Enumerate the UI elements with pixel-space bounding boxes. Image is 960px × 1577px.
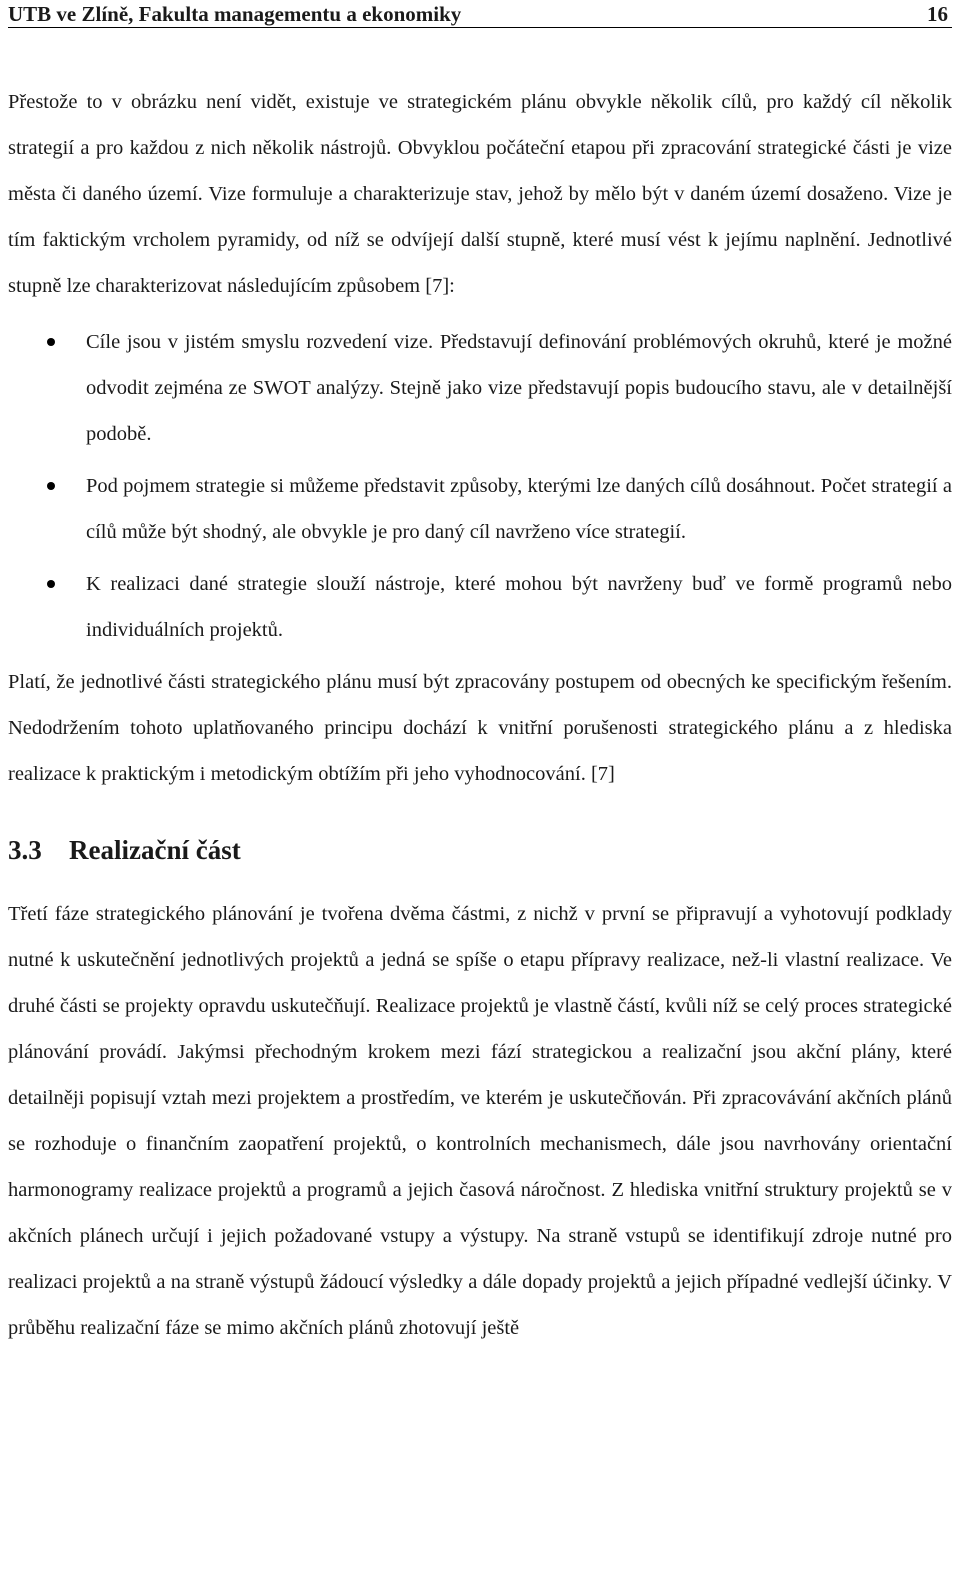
list-item xyxy=(8,319,952,457)
bullet-icon xyxy=(47,580,55,588)
list-item-text: K realizaci dané strategie slouží nástroje, které mohou být navrženy buď ve formě programů nebo individuálních projektů. xyxy=(86,573,952,641)
bullet-icon xyxy=(47,482,55,490)
paragraph-principle: Platí, že jednotlivé části strategického plánu musí být zpracovány postupem od obecných ke specifickým řešením. Nedodržením tohoto uplatňovaného principu dochází k vnitřní porušenosti strategického plánu a z hlediska realizace k praktickým i metodickým obtížím při jeho vyhodnocování. [7] xyxy=(8,671,952,785)
running-header xyxy=(8,0,952,28)
paragraph-intro: Přestože to v obrázku není vidět, existuje ve strategickém plánu obvykle několik cílů, pro každý cíl několik strategií a pro každou z nich několik nástrojů. Obvyklou počáteční etapou při zpracování strategické části je vize města či daného území. Vize formuluje a charakterizuje stav, jehož by mělo být v daném území dosaženo. Vize je tím faktickým vrcholem pyramidy, od níž se odvíjejí další stupně, které musí vést k jejímu naplnění. Jednotlivé stupně lze charakterizovat následujícím způsobem [7]: xyxy=(8,91,952,297)
bullet-list xyxy=(8,319,952,653)
bullet-icon xyxy=(47,338,55,346)
list-item-text: Pod pojmem strategie si můžeme představit způsoby, kterými lze daných cílů dosáhnout. Počet strategií a cílů může být shodný, ale obvykle je pro daný cíl navrženo více strategií. xyxy=(86,475,952,543)
section-heading xyxy=(8,833,952,867)
document-page xyxy=(8,0,952,1351)
list-item xyxy=(8,561,952,653)
section-title: Realizační část xyxy=(69,835,241,865)
page-number: 16 xyxy=(927,2,948,26)
section-number: 3.3 xyxy=(8,835,42,865)
paragraph-realization: Třetí fáze strategického plánování je tvořena dvěma částmi, z nichž v první se připravují a vyhotovují podklady nutné k uskutečnění jednotlivých projektů a jedná se spíše o etapu přípravy realizace, než-li vlastní realizace. Ve druhé části se projekty opravdu uskutečňují. Realizace projektů je vlastně částí, kvůli níž se celý proces strategické plánování provádí. Jakýmsi přechodným krokem mezi fází strategickou a realizační jsou akční plány, které detailněji popisují vztah mezi projektem a prostředím, ve kterém je uskutečňován. Při zpracovávání akčních plánů se rozhoduje o finančním zaopatření projektů, o kontrolních mechanismech, dále jsou navrhovány orientační harmonogramy realizace projektů a programů a jejich časová náročnost. Z hlediska vnitřní struktury projektů se v akčních plánech určují i jejich požadované vstupy a výstupy. Na straně vstupů se identifikují zdroje nutné pro realizaci projektů a na straně výstupů žádoucí výsledky a dále dopady projektů a jejich případné vedlejší účinky. V průběhu realizační fáze se mimo akčních plánů zhotovují ještě xyxy=(8,903,952,1339)
list-item xyxy=(8,463,952,555)
header-title: UTB ve Zlíně, Fakulta managementu a ekonomiky xyxy=(8,2,462,26)
list-item-text: Cíle jsou v jistém smyslu rozvedení vize. Představují definování problémových okruhů, které je možné odvodit zejména ze SWOT analýzy. Stejně jako vize představují popis budoucího stavu, ale v detailnější podobě. xyxy=(86,331,952,445)
